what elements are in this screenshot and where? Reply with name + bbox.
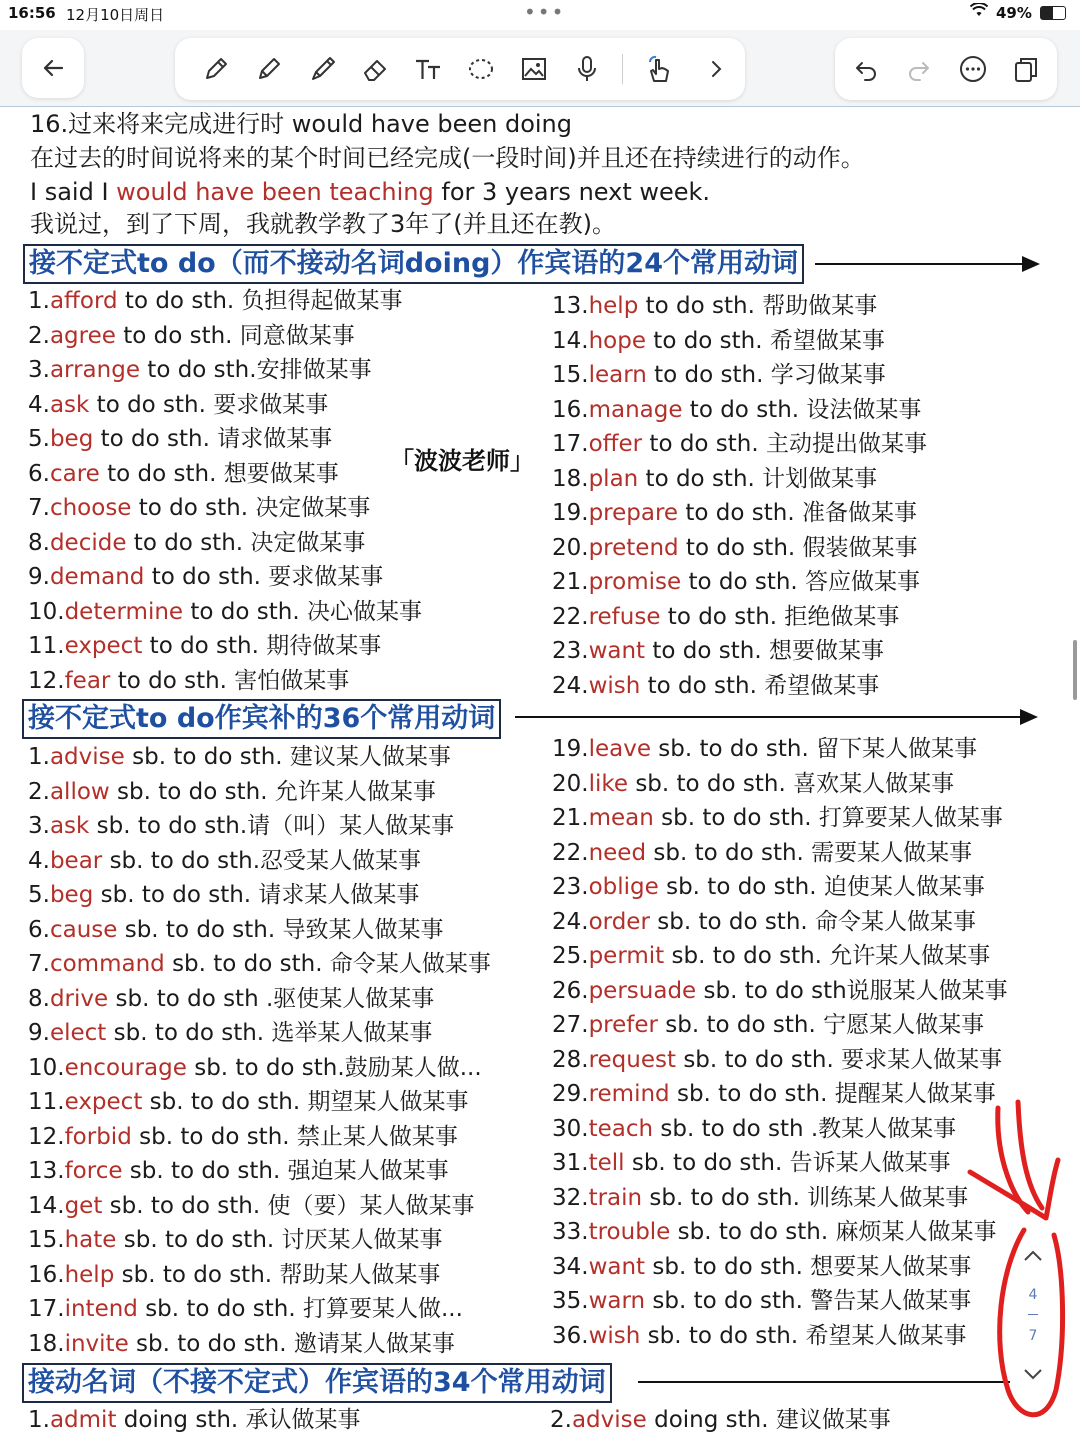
list-item xyxy=(28,1329,455,1359)
item-meaning: sb. to do sth. 命令某人做某事 xyxy=(649,908,977,935)
list-item xyxy=(28,1122,458,1152)
item-verb: choose xyxy=(49,495,132,521)
item-number: 29. xyxy=(552,1081,589,1107)
item-verb: manage xyxy=(588,396,683,423)
item-number: 19. xyxy=(552,736,589,762)
item-verb: care xyxy=(49,460,100,487)
item-meaning: sb. to do sth. 要求某人做某事 xyxy=(676,1046,1003,1073)
item-number: 24. xyxy=(552,672,589,699)
list-item xyxy=(28,1087,468,1117)
item-meaning: to do sth. 决定做某事 xyxy=(131,495,371,521)
item-meaning: to do sth. 要求做某事 xyxy=(144,564,384,590)
item-meaning: to do sth. 准备做某事 xyxy=(678,500,917,526)
item-number: 18. xyxy=(552,465,589,492)
example-suffix: for 3 years next week. xyxy=(433,178,711,206)
item-number: 23. xyxy=(552,638,589,664)
item-meaning: sb. to do sth .教某人做某事 xyxy=(653,1115,957,1142)
item-meaning: sb. to do sth. 命令某人做某事 xyxy=(164,951,491,977)
item-meaning: sb. to do sth. 麻烦某人做某事 xyxy=(670,1219,997,1245)
list-item xyxy=(28,811,454,841)
wifi-icon xyxy=(970,2,988,21)
tense-example xyxy=(30,177,710,207)
list-item xyxy=(552,602,899,632)
item-verb: prefer xyxy=(588,1012,658,1038)
list-item xyxy=(552,498,917,528)
item-verb: beg xyxy=(49,882,94,908)
list-item xyxy=(28,390,328,420)
item-verb: afford xyxy=(49,288,118,314)
item-verb: want xyxy=(588,1253,646,1280)
item-meaning: sb. to do sth. 想要某人做某事 xyxy=(645,1253,972,1280)
item-verb: hope xyxy=(588,327,646,354)
current-page: 4 xyxy=(1028,1287,1038,1303)
item-verb: invite xyxy=(64,1330,129,1357)
redo-icon[interactable] xyxy=(900,50,938,88)
status-date: 12月10日周日 xyxy=(66,6,165,24)
text-tool-icon[interactable] xyxy=(409,50,447,88)
back-arrow-icon xyxy=(34,49,72,87)
item-meaning: sb. to do sth. 帮助某人做某事 xyxy=(114,1261,441,1288)
multitasking-dots-icon[interactable]: ••• xyxy=(524,0,566,24)
chevron-right-icon[interactable] xyxy=(697,50,735,88)
list-item xyxy=(552,976,1008,1006)
list-item xyxy=(552,1286,971,1316)
item-meaning: sb. to do sth. 强迫某人做某事 xyxy=(122,1158,449,1184)
list-item xyxy=(552,533,918,563)
item-verb: intend xyxy=(64,1296,138,1322)
item-number: 1. xyxy=(28,288,50,314)
item-number: 30. xyxy=(552,1115,589,1142)
item-verb: trouble xyxy=(588,1219,671,1245)
list-item xyxy=(28,880,419,910)
item-meaning: to do sth. 主动提出做某事 xyxy=(642,431,928,457)
item-verb: ask xyxy=(49,391,90,418)
item-verb: ask xyxy=(49,813,90,839)
item-verb: remind xyxy=(588,1081,670,1107)
item-number: 32. xyxy=(552,1184,589,1211)
item-meaning: sb. to do sth. 允许某人做某事 xyxy=(664,943,991,969)
tools-pill xyxy=(175,38,745,100)
item-verb: help xyxy=(64,1261,115,1288)
item-number: 5. xyxy=(28,426,50,452)
list-item xyxy=(28,1018,432,1048)
list-item xyxy=(552,769,954,799)
item-meaning: sb. to do sth. 训练某人做某事 xyxy=(642,1184,969,1211)
item-number: 11. xyxy=(28,1089,65,1115)
item-verb: admit xyxy=(49,1407,117,1433)
pencil-icon[interactable] xyxy=(250,50,288,88)
item-verb: order xyxy=(588,908,650,935)
list-item xyxy=(552,907,976,937)
total-pages: 7 xyxy=(1028,1328,1038,1344)
item-meaning: sb. to do sth. 邀请某人做某事 xyxy=(128,1330,455,1357)
item-verb: promise xyxy=(588,569,682,595)
item-verb: bear xyxy=(49,847,103,874)
item-verb: persuade xyxy=(588,977,697,1004)
item-meaning: sb. to do sth. 告诉某人做某事 xyxy=(624,1150,951,1176)
eraser-icon[interactable] xyxy=(356,50,394,88)
item-number: 13. xyxy=(552,293,589,319)
item-number: 4. xyxy=(28,391,50,418)
highlighter-icon[interactable] xyxy=(303,50,341,88)
list-item xyxy=(28,493,370,523)
item-meaning: sb. to do sth. 留下某人做某事 xyxy=(650,736,978,762)
item-number: 10. xyxy=(28,598,65,625)
list-item xyxy=(28,1294,463,1324)
item-verb: need xyxy=(588,839,647,866)
list-item xyxy=(552,734,977,764)
battery-percent: 49% xyxy=(996,4,1032,22)
item-number: 26. xyxy=(552,977,589,1004)
section3-arrow xyxy=(638,1381,1010,1383)
item-verb: wish xyxy=(588,672,641,699)
item-meaning: to do sth. 设法做某事 xyxy=(682,396,922,423)
item-meaning: sb. to do sth. 警告某人做某事 xyxy=(645,1288,972,1314)
item-verb: request xyxy=(588,1046,677,1073)
lasso-icon[interactable] xyxy=(462,50,500,88)
item-verb: drive xyxy=(49,985,109,1012)
item-meaning: to do sth. 要求做某事 xyxy=(89,391,329,418)
microphone-icon[interactable] xyxy=(568,50,606,88)
item-number: 9. xyxy=(28,564,50,590)
image-icon[interactable] xyxy=(515,50,553,88)
item-meaning: sb. to do sth.鼓励某人做... xyxy=(186,1054,482,1081)
list-item xyxy=(550,1405,891,1435)
item-meaning: to do sth. 请求做某事 xyxy=(93,426,333,452)
item-number: 24. xyxy=(552,908,589,935)
list-item xyxy=(552,326,885,356)
item-verb: like xyxy=(588,770,629,797)
item-meaning: sb. to do sth. 请求某人做某事 xyxy=(93,882,420,908)
list-item xyxy=(28,949,491,979)
list-item xyxy=(552,636,884,666)
list-item xyxy=(552,1148,951,1178)
item-verb: mean xyxy=(588,805,654,831)
item-meaning: to do sth. 答应做某事 xyxy=(681,569,921,595)
list-item xyxy=(28,666,349,696)
list-item xyxy=(552,360,886,390)
item-verb: prepare xyxy=(588,500,679,526)
item-number: 13. xyxy=(28,1158,65,1184)
tense-translation: 我说过，到了下周，我就教学教了3年了(并且还在教)。 xyxy=(30,210,616,238)
item-number: 2. xyxy=(28,322,50,349)
item-meaning: to do sth. 害怕做某事 xyxy=(110,667,350,694)
item-verb: forbid xyxy=(64,1123,132,1150)
list-item xyxy=(552,1010,984,1040)
item-number: 3. xyxy=(28,357,50,383)
section1-heading: 接不定式to do（而不接动名词doing）作宾语的24个常用动词 xyxy=(23,244,804,284)
example-prefix: I said I xyxy=(30,178,117,206)
item-number: 1. xyxy=(28,744,50,770)
item-number: 22. xyxy=(552,603,589,630)
item-number: 2. xyxy=(550,1407,572,1433)
item-number: 14. xyxy=(552,327,589,354)
list-item xyxy=(28,1053,482,1083)
battery-icon xyxy=(1040,6,1066,20)
item-meaning: sb. to do sth. 使（要）某人做某事 xyxy=(102,1192,475,1219)
status-bar xyxy=(0,0,1080,30)
item-verb: permit xyxy=(588,943,665,969)
item-meaning: to do sth.安排做某事 xyxy=(139,357,372,383)
item-verb: expect xyxy=(64,633,143,659)
item-meaning: sb. to do sth. 选举某人做某事 xyxy=(106,1020,433,1046)
item-number: 7. xyxy=(28,495,50,521)
list-item xyxy=(28,1405,361,1435)
tense-description: 在过去的时间说将来的某个时间已经完成(一段时间)并且还在持续进行的动作。 xyxy=(30,144,865,172)
item-verb: offer xyxy=(588,431,643,457)
item-number: 6. xyxy=(28,460,50,487)
item-number: 28. xyxy=(552,1046,589,1073)
pages-icon[interactable] xyxy=(1007,50,1045,88)
item-verb: cause xyxy=(49,916,118,943)
item-number: 14. xyxy=(28,1192,65,1219)
item-meaning: sb. to do sth. 喜欢某人做某事 xyxy=(628,770,955,797)
item-number: 4. xyxy=(28,847,50,874)
tense-title: 16.过来将来完成进行时 would have been doing xyxy=(30,110,573,138)
list-item xyxy=(28,424,332,454)
item-verb: determine xyxy=(64,598,184,625)
item-meaning: sb. to do sth.请（叫）某人做某事 xyxy=(89,813,455,839)
item-meaning: sb. to do sth. 提醒某人做某事 xyxy=(669,1081,996,1107)
item-verb: hate xyxy=(64,1227,117,1253)
item-verb: train xyxy=(588,1184,643,1211)
more-icon[interactable] xyxy=(954,50,992,88)
item-number: 15. xyxy=(552,362,589,388)
item-verb: encourage xyxy=(64,1054,187,1081)
item-number: 21. xyxy=(552,805,589,831)
item-verb: learn xyxy=(588,362,647,388)
item-number: 31. xyxy=(552,1150,589,1176)
item-verb: help xyxy=(588,293,639,319)
item-meaning: to do sth. 同意做某事 xyxy=(115,322,355,349)
item-verb: pretend xyxy=(588,534,679,561)
list-item xyxy=(552,1183,968,1213)
list-item xyxy=(552,291,877,321)
item-number: 27. xyxy=(552,1012,589,1038)
status-time: 16:56 xyxy=(8,4,56,22)
item-number: 20. xyxy=(552,534,589,561)
item-number: 23. xyxy=(552,874,589,900)
actions-pill xyxy=(835,38,1057,100)
item-number: 5. xyxy=(28,882,50,908)
section1-arrow xyxy=(815,263,1025,265)
item-verb: plan xyxy=(588,465,639,492)
item-number: 21. xyxy=(552,569,589,595)
list-item xyxy=(28,597,422,627)
item-meaning: sb. to do sth. 讨厌某人做某事 xyxy=(116,1227,443,1253)
item-meaning: sb. to do sth. 期望某人做某事 xyxy=(142,1089,469,1115)
item-verb: fear xyxy=(64,667,111,694)
item-meaning: to do sth. 期待做某事 xyxy=(142,633,382,659)
item-meaning: sb. to do sth. 允许某人做某事 xyxy=(109,778,436,805)
item-verb: tell xyxy=(588,1150,625,1176)
watermark: 「波波老师」 xyxy=(390,447,534,475)
list-item xyxy=(552,429,927,459)
list-item xyxy=(28,528,365,558)
item-number: 3. xyxy=(28,813,50,839)
list-item xyxy=(28,846,421,876)
list-item xyxy=(28,562,383,592)
item-meaning: to do sth. 希望做某事 xyxy=(645,327,885,354)
list-item xyxy=(552,1321,966,1351)
item-meaning: sb. to do sth .驱使某人做某事 xyxy=(108,985,435,1012)
item-meaning: sb. to do sth. 希望某人做某事 xyxy=(640,1322,967,1349)
item-verb: oblige xyxy=(588,874,659,900)
list-item xyxy=(552,395,921,425)
item-meaning: to do sth. 负担得起做某事 xyxy=(117,288,403,314)
item-meaning: sb. to do sth. 建议某人做某事 xyxy=(124,744,451,770)
list-item xyxy=(28,1260,440,1290)
item-verb: get xyxy=(64,1192,103,1219)
item-number: 18. xyxy=(28,1330,65,1357)
item-meaning: to do sth. 假装做某事 xyxy=(678,534,918,561)
item-meaning: to do sth. 计划做某事 xyxy=(638,465,878,492)
item-meaning: sb. to do sth.忍受某人做某事 xyxy=(102,847,422,874)
list-item xyxy=(552,1217,996,1247)
list-item xyxy=(552,1045,1002,1075)
list-item xyxy=(28,355,372,385)
item-meaning: to do sth. 决定做某事 xyxy=(126,529,366,556)
item-verb: leave xyxy=(588,736,651,762)
item-verb: want xyxy=(588,638,646,664)
item-number: 15. xyxy=(28,1227,65,1253)
item-meaning: sb. to do sth. 禁止某人做某事 xyxy=(131,1123,458,1150)
item-number: 6. xyxy=(28,916,50,943)
item-number: 25. xyxy=(552,943,589,969)
item-verb: expect xyxy=(64,1089,143,1115)
item-number: 20. xyxy=(552,770,589,797)
item-verb: agree xyxy=(49,322,116,349)
item-number: 16. xyxy=(28,1261,65,1288)
list-item xyxy=(552,671,879,701)
item-number: 35. xyxy=(552,1288,589,1314)
item-verb: refuse xyxy=(588,603,661,630)
list-item xyxy=(28,777,436,807)
list-item xyxy=(552,567,920,597)
item-number: 17. xyxy=(552,431,589,457)
item-verb: advise xyxy=(571,1407,647,1433)
item-meaning: to do sth. 决心做某事 xyxy=(183,598,422,625)
touch-hand-icon[interactable] xyxy=(640,50,678,88)
item-number: 22. xyxy=(552,839,589,866)
annotation-circle-arrow xyxy=(960,1090,1070,1440)
item-number: 36. xyxy=(552,1322,589,1349)
item-number: 8. xyxy=(28,529,50,556)
list-item xyxy=(552,464,877,494)
item-number: 12. xyxy=(28,1123,65,1150)
item-meaning: doing sth. 承认做某事 xyxy=(116,1407,361,1433)
item-number: 8. xyxy=(28,985,50,1012)
item-meaning: to do sth. 帮助做某事 xyxy=(638,293,878,319)
list-item xyxy=(552,838,972,868)
item-verb: wish xyxy=(588,1322,641,1349)
item-verb: advise xyxy=(49,744,125,770)
item-meaning: sb. to do sth. 迫使某人做某事 xyxy=(658,874,985,900)
item-meaning: to do sth. 学习做某事 xyxy=(646,362,886,388)
list-item xyxy=(552,941,990,971)
scroll-indicator[interactable] xyxy=(1073,640,1077,700)
list-item xyxy=(28,1191,474,1221)
item-meaning: to do sth. 想要做某事 xyxy=(99,460,339,487)
list-item xyxy=(28,321,355,351)
item-meaning: sb. to do sth. 打算要某人做... xyxy=(137,1296,463,1322)
item-verb: command xyxy=(49,951,165,977)
item-verb: teach xyxy=(588,1115,654,1142)
arrow-head-icon xyxy=(1022,256,1040,272)
section3-heading: 接动名词（不接不定式）作宾语的34个常用动词 xyxy=(22,1363,612,1403)
item-verb: elect xyxy=(49,1020,107,1046)
item-number: 17. xyxy=(28,1296,65,1322)
item-meaning: to do sth. 拒绝做某事 xyxy=(660,603,900,630)
item-meaning: to do sth. 希望做某事 xyxy=(640,672,880,699)
item-meaning: sb. to do sth. 导致某人做某事 xyxy=(117,916,444,943)
list-item xyxy=(552,1252,971,1282)
item-verb: force xyxy=(64,1158,123,1184)
item-verb: warn xyxy=(588,1288,646,1314)
item-meaning: sb. to do sth. 需要某人做某事 xyxy=(646,839,973,866)
list-item xyxy=(28,631,381,661)
item-number: 33. xyxy=(552,1219,589,1245)
item-verb: demand xyxy=(49,564,145,590)
item-verb: beg xyxy=(49,426,94,452)
list-item xyxy=(28,459,339,489)
list-item xyxy=(552,1079,996,1109)
list-item xyxy=(28,1225,443,1255)
list-item xyxy=(552,872,985,902)
back-button[interactable] xyxy=(22,38,84,98)
list-item xyxy=(28,915,444,945)
item-meaning: sb. to do sth. 宁愿某人做某事 xyxy=(657,1012,985,1038)
list-item xyxy=(552,1114,956,1144)
item-number: 10. xyxy=(28,1054,65,1081)
list-item xyxy=(28,984,434,1014)
item-verb: decide xyxy=(49,529,127,556)
item-meaning: sb. to do sth. 打算要某人做某事 xyxy=(653,805,1003,831)
item-meaning: sb. to do sth说服某人做某事 xyxy=(696,977,1008,1004)
item-number: 16. xyxy=(552,396,589,423)
arrow-head-icon xyxy=(1020,709,1038,725)
item-number: 12. xyxy=(28,667,65,694)
list-item xyxy=(28,1156,449,1186)
item-number: 9. xyxy=(28,1020,50,1046)
pen-icon[interactable] xyxy=(197,50,235,88)
item-number: 34. xyxy=(552,1253,589,1280)
item-meaning: doing sth. 建议做某事 xyxy=(646,1407,891,1433)
list-item xyxy=(552,803,1003,833)
section2-heading: 接不定式to do作宾补的36个常用动词 xyxy=(22,699,501,739)
list-item xyxy=(28,742,451,772)
item-number: 7. xyxy=(28,951,50,977)
undo-icon[interactable] xyxy=(847,50,885,88)
item-number: 1. xyxy=(28,1407,50,1433)
list-item xyxy=(28,286,403,316)
item-number: 2. xyxy=(28,778,50,805)
toolbar-divider xyxy=(622,54,623,84)
item-number: 19. xyxy=(552,500,589,526)
example-highlight: would have been teaching xyxy=(116,178,434,206)
item-meaning: to do sth. 想要做某事 xyxy=(645,638,884,664)
item-number: 11. xyxy=(28,633,65,659)
item-verb: allow xyxy=(49,778,110,805)
item-verb: arrange xyxy=(49,357,140,383)
section2-arrow xyxy=(515,716,1023,718)
toolbar xyxy=(0,30,1080,107)
